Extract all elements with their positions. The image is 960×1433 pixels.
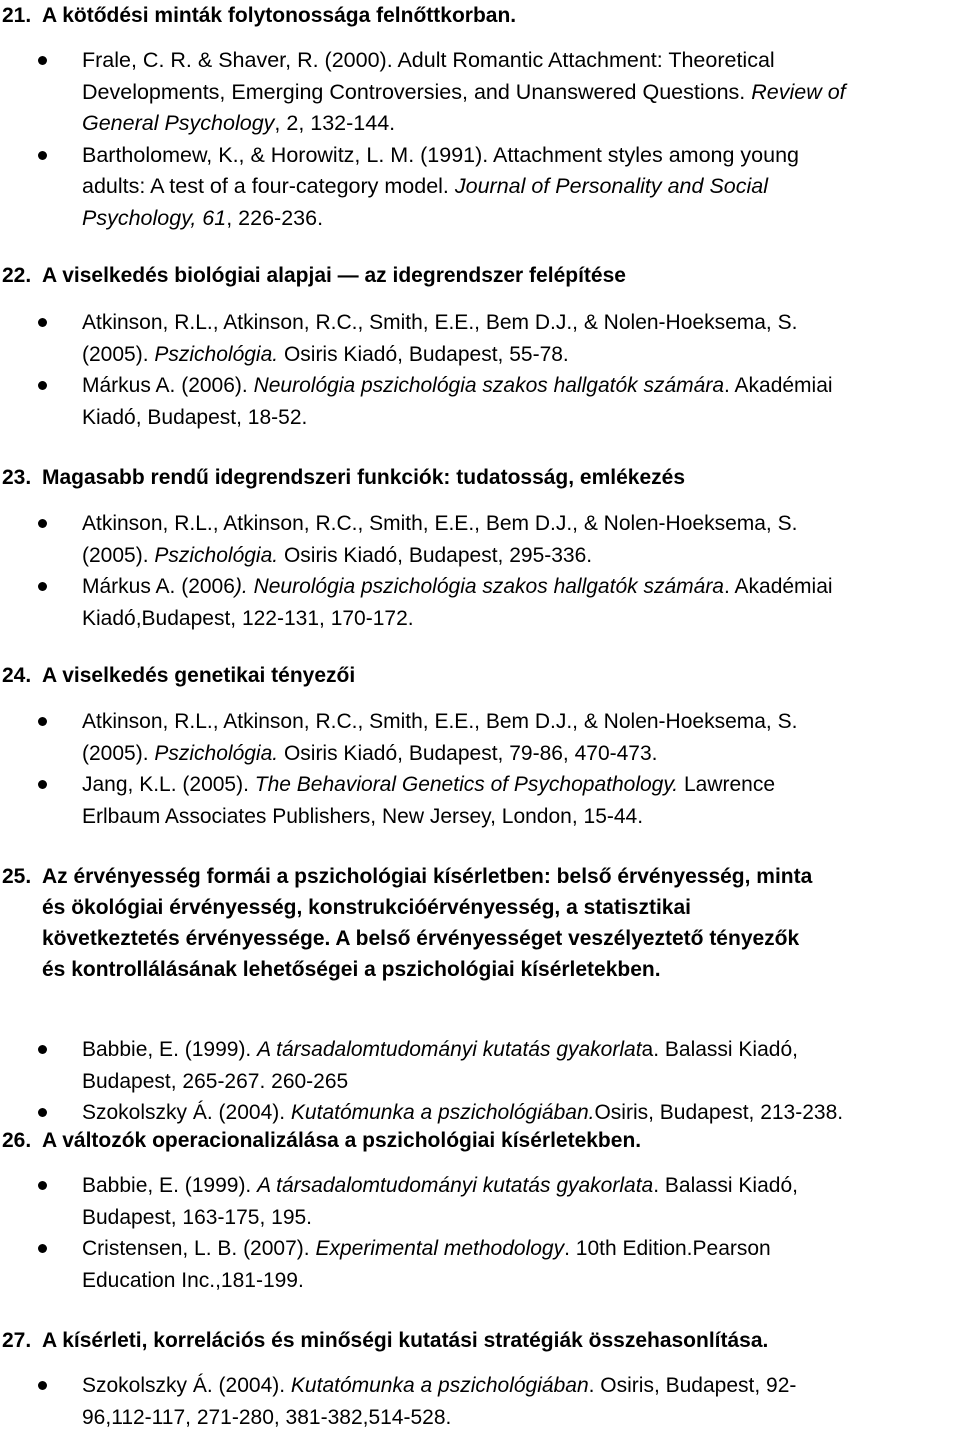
bullet-icon	[38, 717, 47, 726]
bullet-icon	[38, 1181, 47, 1190]
reference-item	[0, 1170, 960, 1233]
section-title: A változók operacionalizálása a pszichológiai kísérletekben.	[42, 1129, 641, 1152]
bullet-icon	[38, 780, 47, 789]
reference-text: Márkus A. (2006).	[82, 374, 254, 397]
reference-italic-text: Kutatómunka a pszichológiában	[291, 1374, 589, 1397]
reference-line	[82, 508, 960, 540]
reference-line	[82, 171, 960, 203]
reference-line	[82, 77, 960, 109]
reference-line	[82, 1402, 960, 1433]
bullet-icon	[38, 1244, 47, 1253]
reference-text: Developments, Emerging Controversies, and Unanswered Questions.	[82, 80, 751, 104]
reference-text: (2005).	[82, 742, 154, 765]
reference-text: Erlbaum Associates Publishers, New Jersey, London, 15-44.	[82, 805, 643, 828]
reference-italic-text: General Psychology	[82, 111, 274, 135]
reference-text: (2005).	[82, 544, 154, 567]
reference-item	[0, 1034, 960, 1097]
section-title-line: Az érvényesség formái a pszichológiai kísérletben: belső érvényesség, minta	[42, 865, 812, 888]
reference-line	[82, 801, 960, 833]
reference-text: 96,112-117, 271-280, 381-382,514-528.	[82, 1406, 451, 1429]
reference-text: Osiris Kiadó, Budapest, 79-86, 470-473.	[278, 742, 657, 765]
reference-text: Budapest, 163-175, 195.	[82, 1206, 312, 1229]
reference-item	[0, 307, 960, 370]
reference-text: Frale, C. R. & Shaver, R. (2000). Adult Romantic Attachment: Theoretical	[82, 48, 775, 72]
bullet-icon	[38, 381, 47, 390]
reference-italic-text: Psychology, 61	[82, 206, 226, 230]
section-number: 21.	[2, 0, 42, 31]
section-number: 22.	[2, 260, 42, 291]
reference-text: (2005).	[82, 343, 154, 366]
reference-line	[82, 1034, 960, 1066]
section-heading	[2, 462, 952, 493]
reference-italic-text: Neurológia pszichológia szakos hallgatók számára	[254, 374, 724, 397]
section-title: A viselkedés genetikai tényezői	[42, 664, 355, 687]
reference-line	[82, 571, 960, 603]
reference-italic-text: Journal of Personality and Social	[455, 174, 768, 198]
reference-line	[82, 1097, 960, 1129]
reference-text: Osiris Kiadó, Budapest, 55-78.	[278, 343, 569, 366]
reference-item	[0, 45, 960, 140]
reference-text: Budapest, 265-267. 260-265	[82, 1070, 348, 1093]
bullet-icon	[38, 519, 47, 528]
section-title-line: és kontrollálásának lehetőségei a pszichológiai kísérletekben.	[42, 958, 661, 981]
reference-line	[82, 540, 960, 572]
bullet-icon	[38, 582, 47, 591]
bullet-icon	[38, 1045, 47, 1054]
reference-text: Kiadó, Budapest, 18-52.	[82, 406, 307, 429]
reference-line	[82, 339, 960, 371]
reference-line	[82, 307, 960, 339]
reference-line	[82, 1265, 960, 1297]
reference-italic-text: Kutatómunka a pszichológiában.	[291, 1101, 595, 1124]
section-number: 24.	[2, 660, 42, 691]
reference-italic-text: ). Neurológia pszichológia szakos hallgatók számára	[235, 575, 724, 598]
reference-list	[0, 508, 960, 634]
reference-italic-text: A társadalomtudományi kutatás gyakorlata	[257, 1174, 653, 1197]
reference-list	[0, 706, 960, 832]
reference-line	[82, 108, 960, 140]
reference-text: Babbie, E. (1999).	[82, 1038, 257, 1061]
section-title: A viselkedés biológiai alapjai — az idegrendszer felépítése	[42, 264, 626, 287]
reference-italic-text: The Behavioral Genetics of Psychopathology.	[255, 773, 678, 796]
section-heading	[2, 1125, 952, 1156]
reference-line	[82, 1370, 960, 1402]
section-title: A kötődési minták folytonossága felnőttkorban.	[42, 4, 516, 27]
reference-text: Babbie, E. (1999).	[82, 1174, 257, 1197]
reference-italic-text: Review of	[751, 80, 845, 104]
reference-line	[82, 402, 960, 434]
section-number: 25.	[2, 861, 42, 892]
reference-item	[0, 370, 960, 433]
section-heading	[2, 861, 952, 985]
reference-item	[0, 508, 960, 571]
reference-text: adults: A test of a four-category model.	[82, 174, 455, 198]
reference-line	[82, 603, 960, 635]
reference-text: . 10th Edition.Pearson	[564, 1237, 771, 1260]
reference-item	[0, 769, 960, 832]
reference-line	[82, 370, 960, 402]
bullet-icon	[38, 318, 47, 327]
section-number: 27.	[2, 1325, 42, 1356]
reference-line	[82, 140, 960, 172]
reference-list	[0, 45, 960, 234]
bullet-icon	[38, 56, 47, 65]
section-title-line: következtetés érvényessége. A belső érvényességet veszélyeztető tényezők	[42, 927, 799, 950]
reference-list	[0, 1034, 960, 1129]
section-heading	[2, 1325, 952, 1356]
reference-text: Cristensen, L. B. (2007).	[82, 1237, 315, 1260]
reference-text: , 2, 132-144.	[274, 111, 395, 135]
reference-item	[0, 706, 960, 769]
bullet-icon	[38, 1381, 47, 1390]
bullet-icon	[38, 1108, 47, 1117]
reference-text: Bartholomew, K., & Horowitz, L. M. (1991). Attachment styles among young	[82, 143, 799, 167]
section-heading	[2, 0, 952, 31]
reference-text: Szokolszky Á. (2004).	[82, 1374, 291, 1397]
reference-text: Jang, K.L. (2005).	[82, 773, 255, 796]
section-title: Magasabb rendű idegrendszeri funkciók: tudatosság, emlékezés	[42, 466, 685, 489]
reference-list	[0, 1370, 960, 1433]
reference-text: Atkinson, R.L., Atkinson, R.C., Smith, E.E., Bem D.J., & Nolen-Hoeksema, S.	[82, 710, 797, 733]
reference-item	[0, 140, 960, 235]
reference-item	[0, 1370, 960, 1433]
section-number: 26.	[2, 1125, 42, 1156]
reference-italic-text: Experimental methodology	[315, 1237, 564, 1260]
reference-item	[0, 571, 960, 634]
reference-text: Kiadó,Budapest, 122-131, 170-172.	[82, 607, 414, 630]
reference-italic-text: Pszichológia.	[154, 544, 278, 567]
reference-line	[82, 1202, 960, 1234]
reference-line	[82, 706, 960, 738]
reference-italic-text: Pszichológia.	[154, 343, 278, 366]
reference-list	[0, 307, 960, 433]
reference-text: Lawrence	[678, 773, 775, 796]
reference-text: Osiris, Budapest, 213-238.	[594, 1101, 843, 1124]
reference-line	[82, 1170, 960, 1202]
reference-text: . Balassi Kiadó,	[653, 1174, 798, 1197]
reference-text: Atkinson, R.L., Atkinson, R.C., Smith, E.E., Bem D.J., & Nolen-Hoeksema, S.	[82, 512, 797, 535]
reference-text: . Akadémiai	[724, 374, 833, 397]
reference-item	[0, 1097, 960, 1129]
reference-list	[0, 1170, 960, 1296]
reference-line	[82, 45, 960, 77]
reference-text: Education Inc.,181-199.	[82, 1269, 304, 1292]
reference-text: Szokolszky Á. (2004).	[82, 1101, 291, 1124]
reference-line	[82, 738, 960, 770]
section-title: A kísérleti, korrelációs és minőségi kutatási stratégiák összehasonlítása.	[42, 1329, 768, 1352]
reference-text: a. Balassi Kiadó,	[642, 1038, 798, 1061]
reference-text: Márkus A. (2006	[82, 575, 235, 598]
section-title-line: és ökológiai érvényesség, konstrukcióérvényesség, a statisztikai	[42, 896, 691, 919]
reference-text: Osiris Kiadó, Budapest, 295-336.	[278, 544, 592, 567]
reference-text: . Osiris, Budapest, 92-	[589, 1374, 797, 1397]
reference-italic-text: Pszichológia.	[154, 742, 278, 765]
reference-line	[82, 203, 960, 235]
bullet-icon	[38, 151, 47, 160]
section-heading	[2, 660, 952, 691]
section-heading	[2, 260, 952, 291]
reference-italic-text: A társadalomtudományi kutatás gyakorlat	[257, 1038, 641, 1061]
reference-text: , 226-236.	[226, 206, 323, 230]
reference-line	[82, 769, 960, 801]
reference-line	[82, 1066, 960, 1098]
reference-line	[82, 1233, 960, 1265]
reference-item	[0, 1233, 960, 1296]
section-number: 23.	[2, 462, 42, 493]
reference-text: Atkinson, R.L., Atkinson, R.C., Smith, E.E., Bem D.J., & Nolen-Hoeksema, S.	[82, 311, 797, 334]
reference-text: . Akadémiai	[724, 575, 833, 598]
